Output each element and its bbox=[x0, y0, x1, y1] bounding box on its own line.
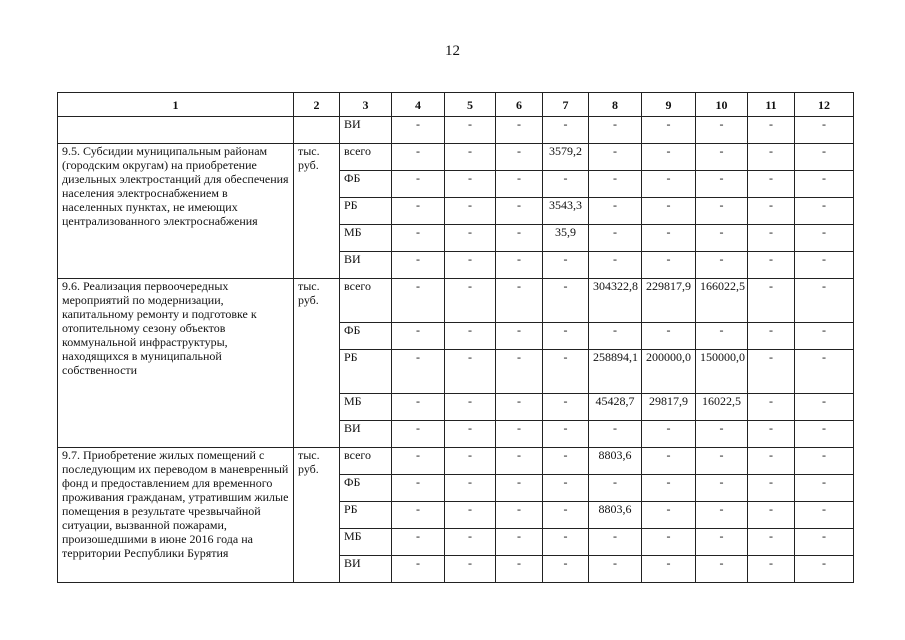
value-cell: - bbox=[543, 171, 589, 198]
value-cell: - bbox=[445, 475, 496, 502]
value-cell: - bbox=[589, 556, 642, 583]
value-cell: - bbox=[543, 252, 589, 279]
value-cell: - bbox=[589, 323, 642, 350]
value-cell: - bbox=[496, 421, 543, 448]
value-cell: - bbox=[748, 556, 795, 583]
value-cell: - bbox=[543, 502, 589, 529]
value-cell: - bbox=[748, 448, 795, 475]
value-cell: - bbox=[445, 502, 496, 529]
value-cell: - bbox=[589, 198, 642, 225]
value-cell: - bbox=[748, 350, 795, 394]
value-cell: - bbox=[392, 252, 445, 279]
header-cell: 9 bbox=[642, 93, 696, 117]
value-cell: - bbox=[496, 252, 543, 279]
value-cell: - bbox=[642, 421, 696, 448]
value-cell: 29817,9 bbox=[642, 394, 696, 421]
value-cell: - bbox=[795, 394, 854, 421]
value-cell: - bbox=[445, 252, 496, 279]
value-cell: - bbox=[496, 556, 543, 583]
value-cell: - bbox=[392, 350, 445, 394]
value-cell: - bbox=[496, 394, 543, 421]
continuation-row bbox=[58, 117, 854, 144]
value-cell: - bbox=[392, 117, 445, 144]
unit-cell bbox=[294, 117, 340, 144]
fund-cell: всего bbox=[340, 144, 392, 171]
value-cell: 229817,9 bbox=[642, 279, 696, 323]
fund-cell: МБ bbox=[340, 529, 392, 556]
value-cell: - bbox=[496, 502, 543, 529]
value-cell: - bbox=[392, 529, 445, 556]
value-cell: - bbox=[748, 529, 795, 556]
value-cell: 304322,8 bbox=[589, 279, 642, 323]
fund-cell: МБ bbox=[340, 394, 392, 421]
value-cell: - bbox=[543, 323, 589, 350]
value-cell: - bbox=[795, 529, 854, 556]
header-cell: 2 bbox=[294, 93, 340, 117]
fund-cell: всего bbox=[340, 279, 392, 323]
unit-cell: тыс. руб. bbox=[294, 279, 340, 448]
value-cell: - bbox=[748, 502, 795, 529]
value-cell: - bbox=[696, 225, 748, 252]
header-cell: 7 bbox=[543, 93, 589, 117]
value-cell: - bbox=[748, 225, 795, 252]
value-cell: - bbox=[795, 323, 854, 350]
value-cell: - bbox=[392, 225, 445, 252]
value-cell: - bbox=[696, 529, 748, 556]
value-cell: - bbox=[392, 448, 445, 475]
value-cell: - bbox=[696, 144, 748, 171]
value-cell: - bbox=[642, 502, 696, 529]
value-cell: - bbox=[496, 448, 543, 475]
table-header bbox=[58, 93, 854, 117]
value-cell: - bbox=[589, 475, 642, 502]
header-cell: 5 bbox=[445, 93, 496, 117]
fund-cell: ВИ bbox=[340, 421, 392, 448]
value-cell: - bbox=[445, 421, 496, 448]
value-cell: - bbox=[445, 144, 496, 171]
value-cell: - bbox=[543, 117, 589, 144]
value-cell: - bbox=[392, 171, 445, 198]
value-cell: - bbox=[496, 279, 543, 323]
value-cell: - bbox=[543, 448, 589, 475]
value-cell: - bbox=[392, 144, 445, 171]
value-cell: - bbox=[445, 171, 496, 198]
value-cell: - bbox=[496, 198, 543, 225]
value-cell: - bbox=[748, 117, 795, 144]
value-cell: - bbox=[795, 252, 854, 279]
value-cell: - bbox=[445, 198, 496, 225]
value-cell: - bbox=[795, 556, 854, 583]
value-cell: - bbox=[795, 144, 854, 171]
header-cell: 3 bbox=[340, 93, 392, 117]
value-cell: - bbox=[589, 252, 642, 279]
value-cell: - bbox=[392, 279, 445, 323]
header-row bbox=[58, 93, 854, 117]
value-cell: - bbox=[496, 225, 543, 252]
value-cell: - bbox=[543, 394, 589, 421]
value-cell: - bbox=[748, 475, 795, 502]
value-cell: - bbox=[496, 529, 543, 556]
table-body bbox=[58, 117, 854, 583]
value-cell: - bbox=[795, 198, 854, 225]
unit-cell: тыс. руб. bbox=[294, 448, 340, 583]
value-cell: - bbox=[642, 475, 696, 502]
value-cell: - bbox=[445, 117, 496, 144]
value-cell: 16022,5 bbox=[696, 394, 748, 421]
value-cell: - bbox=[392, 556, 445, 583]
value-cell: - bbox=[543, 421, 589, 448]
value-cell: - bbox=[642, 198, 696, 225]
value-cell: 166022,5 bbox=[696, 279, 748, 323]
value-cell: - bbox=[795, 475, 854, 502]
value-cell: - bbox=[543, 475, 589, 502]
value-cell: - bbox=[696, 171, 748, 198]
table-row bbox=[58, 144, 854, 171]
value-cell: - bbox=[445, 529, 496, 556]
value-cell: - bbox=[748, 252, 795, 279]
value-cell: 45428,7 bbox=[589, 394, 642, 421]
value-cell: 3543,3 bbox=[543, 198, 589, 225]
value-cell: - bbox=[392, 475, 445, 502]
value-cell: 3579,2 bbox=[543, 144, 589, 171]
header-cell: 8 bbox=[589, 93, 642, 117]
value-cell: - bbox=[748, 198, 795, 225]
fund-cell: МБ bbox=[340, 225, 392, 252]
fund-cell: ВИ bbox=[340, 252, 392, 279]
value-cell: - bbox=[543, 529, 589, 556]
fund-cell: ФБ bbox=[340, 323, 392, 350]
value-cell: - bbox=[748, 171, 795, 198]
value-cell: - bbox=[392, 502, 445, 529]
value-cell: - bbox=[392, 198, 445, 225]
value-cell: - bbox=[445, 225, 496, 252]
value-cell: - bbox=[589, 421, 642, 448]
value-cell: - bbox=[696, 421, 748, 448]
value-cell: - bbox=[543, 350, 589, 394]
value-cell: - bbox=[795, 225, 854, 252]
value-cell: - bbox=[748, 323, 795, 350]
value-cell: - bbox=[795, 350, 854, 394]
fund-cell: РБ bbox=[340, 198, 392, 225]
value-cell: - bbox=[696, 448, 748, 475]
fund-cell: РБ bbox=[340, 502, 392, 529]
fund-cell: ФБ bbox=[340, 475, 392, 502]
value-cell: - bbox=[795, 279, 854, 323]
value-cell: - bbox=[795, 448, 854, 475]
value-cell: - bbox=[642, 252, 696, 279]
item-name-cell bbox=[58, 117, 294, 144]
value-cell: - bbox=[748, 144, 795, 171]
value-cell: - bbox=[445, 394, 496, 421]
value-cell: - bbox=[795, 502, 854, 529]
value-cell: 35,9 bbox=[543, 225, 589, 252]
value-cell: - bbox=[696, 117, 748, 144]
value-cell: - bbox=[445, 556, 496, 583]
fund-cell: ВИ bbox=[340, 556, 392, 583]
value-cell: - bbox=[642, 225, 696, 252]
value-cell: - bbox=[445, 279, 496, 323]
value-cell: - bbox=[748, 279, 795, 323]
value-cell: - bbox=[589, 144, 642, 171]
page-number: 12 bbox=[445, 43, 460, 59]
value-cell: - bbox=[696, 475, 748, 502]
value-cell: - bbox=[696, 556, 748, 583]
value-cell: - bbox=[496, 171, 543, 198]
item-name-cell: 9.5. Субсидии муниципальным районам (городским округам) на приобретение дизельных электростанций для обеспечения населения электроснабжением в населенных пунктах, не имеющих централизованного электроснабжения bbox=[58, 144, 294, 279]
value-cell: - bbox=[445, 448, 496, 475]
value-cell: - bbox=[589, 225, 642, 252]
value-cell: - bbox=[496, 350, 543, 394]
value-cell: - bbox=[496, 144, 543, 171]
value-cell: 258894,1 bbox=[589, 350, 642, 394]
table-row bbox=[58, 448, 854, 475]
value-cell: - bbox=[696, 502, 748, 529]
header-cell: 11 bbox=[748, 93, 795, 117]
value-cell: - bbox=[589, 529, 642, 556]
item-name-cell: 9.7. Приобретение жилых помещений с последующим их переводом в маневренный фонд и предоставлением для временного проживания гражданам, утратившим жилые помещения в результате чрезвычайной ситуации, вызванной пожарами, произошедшими в июне 2016 года на территории Республики Бурятия bbox=[58, 448, 294, 583]
value-cell: - bbox=[445, 350, 496, 394]
fund-cell: РБ bbox=[340, 350, 392, 394]
value-cell: - bbox=[642, 556, 696, 583]
value-cell: - bbox=[496, 117, 543, 144]
table-row bbox=[58, 279, 854, 323]
value-cell: - bbox=[392, 394, 445, 421]
value-cell: - bbox=[589, 117, 642, 144]
value-cell: - bbox=[696, 252, 748, 279]
value-cell: - bbox=[642, 323, 696, 350]
value-cell: 8803,6 bbox=[589, 502, 642, 529]
value-cell: - bbox=[496, 475, 543, 502]
value-cell: - bbox=[642, 144, 696, 171]
value-cell: - bbox=[496, 323, 543, 350]
value-cell: - bbox=[392, 421, 445, 448]
value-cell: - bbox=[795, 421, 854, 448]
header-cell: 4 bbox=[392, 93, 445, 117]
value-cell: - bbox=[696, 323, 748, 350]
unit-cell: тыс. руб. bbox=[294, 144, 340, 279]
value-cell: - bbox=[696, 198, 748, 225]
value-cell: 200000,0 bbox=[642, 350, 696, 394]
value-cell: - bbox=[589, 171, 642, 198]
value-cell: - bbox=[445, 323, 496, 350]
header-cell: 12 bbox=[795, 93, 854, 117]
header-cell: 10 bbox=[696, 93, 748, 117]
header-cell: 6 bbox=[496, 93, 543, 117]
value-cell: - bbox=[748, 394, 795, 421]
budget-table bbox=[57, 92, 854, 583]
value-cell: 150000,0 bbox=[696, 350, 748, 394]
value-cell: - bbox=[642, 117, 696, 144]
value-cell: - bbox=[795, 171, 854, 198]
item-name-cell: 9.6. Реализация первоочередных мероприятий по модернизации, капитальному ремонту и подготовке к отопительному сезону объектов коммунальной инфраструктуры, находящихся в муниципальной собственности bbox=[58, 279, 294, 448]
header-cell: 1 bbox=[58, 93, 294, 117]
value-cell: 8803,6 bbox=[589, 448, 642, 475]
value-cell: - bbox=[543, 556, 589, 583]
value-cell: - bbox=[392, 323, 445, 350]
fund-cell: ВИ bbox=[340, 117, 392, 144]
fund-cell: всего bbox=[340, 448, 392, 475]
value-cell: - bbox=[642, 529, 696, 556]
fund-cell: ФБ bbox=[340, 171, 392, 198]
value-cell: - bbox=[795, 117, 854, 144]
value-cell: - bbox=[748, 421, 795, 448]
value-cell: - bbox=[543, 279, 589, 323]
value-cell: - bbox=[642, 448, 696, 475]
value-cell: - bbox=[642, 171, 696, 198]
